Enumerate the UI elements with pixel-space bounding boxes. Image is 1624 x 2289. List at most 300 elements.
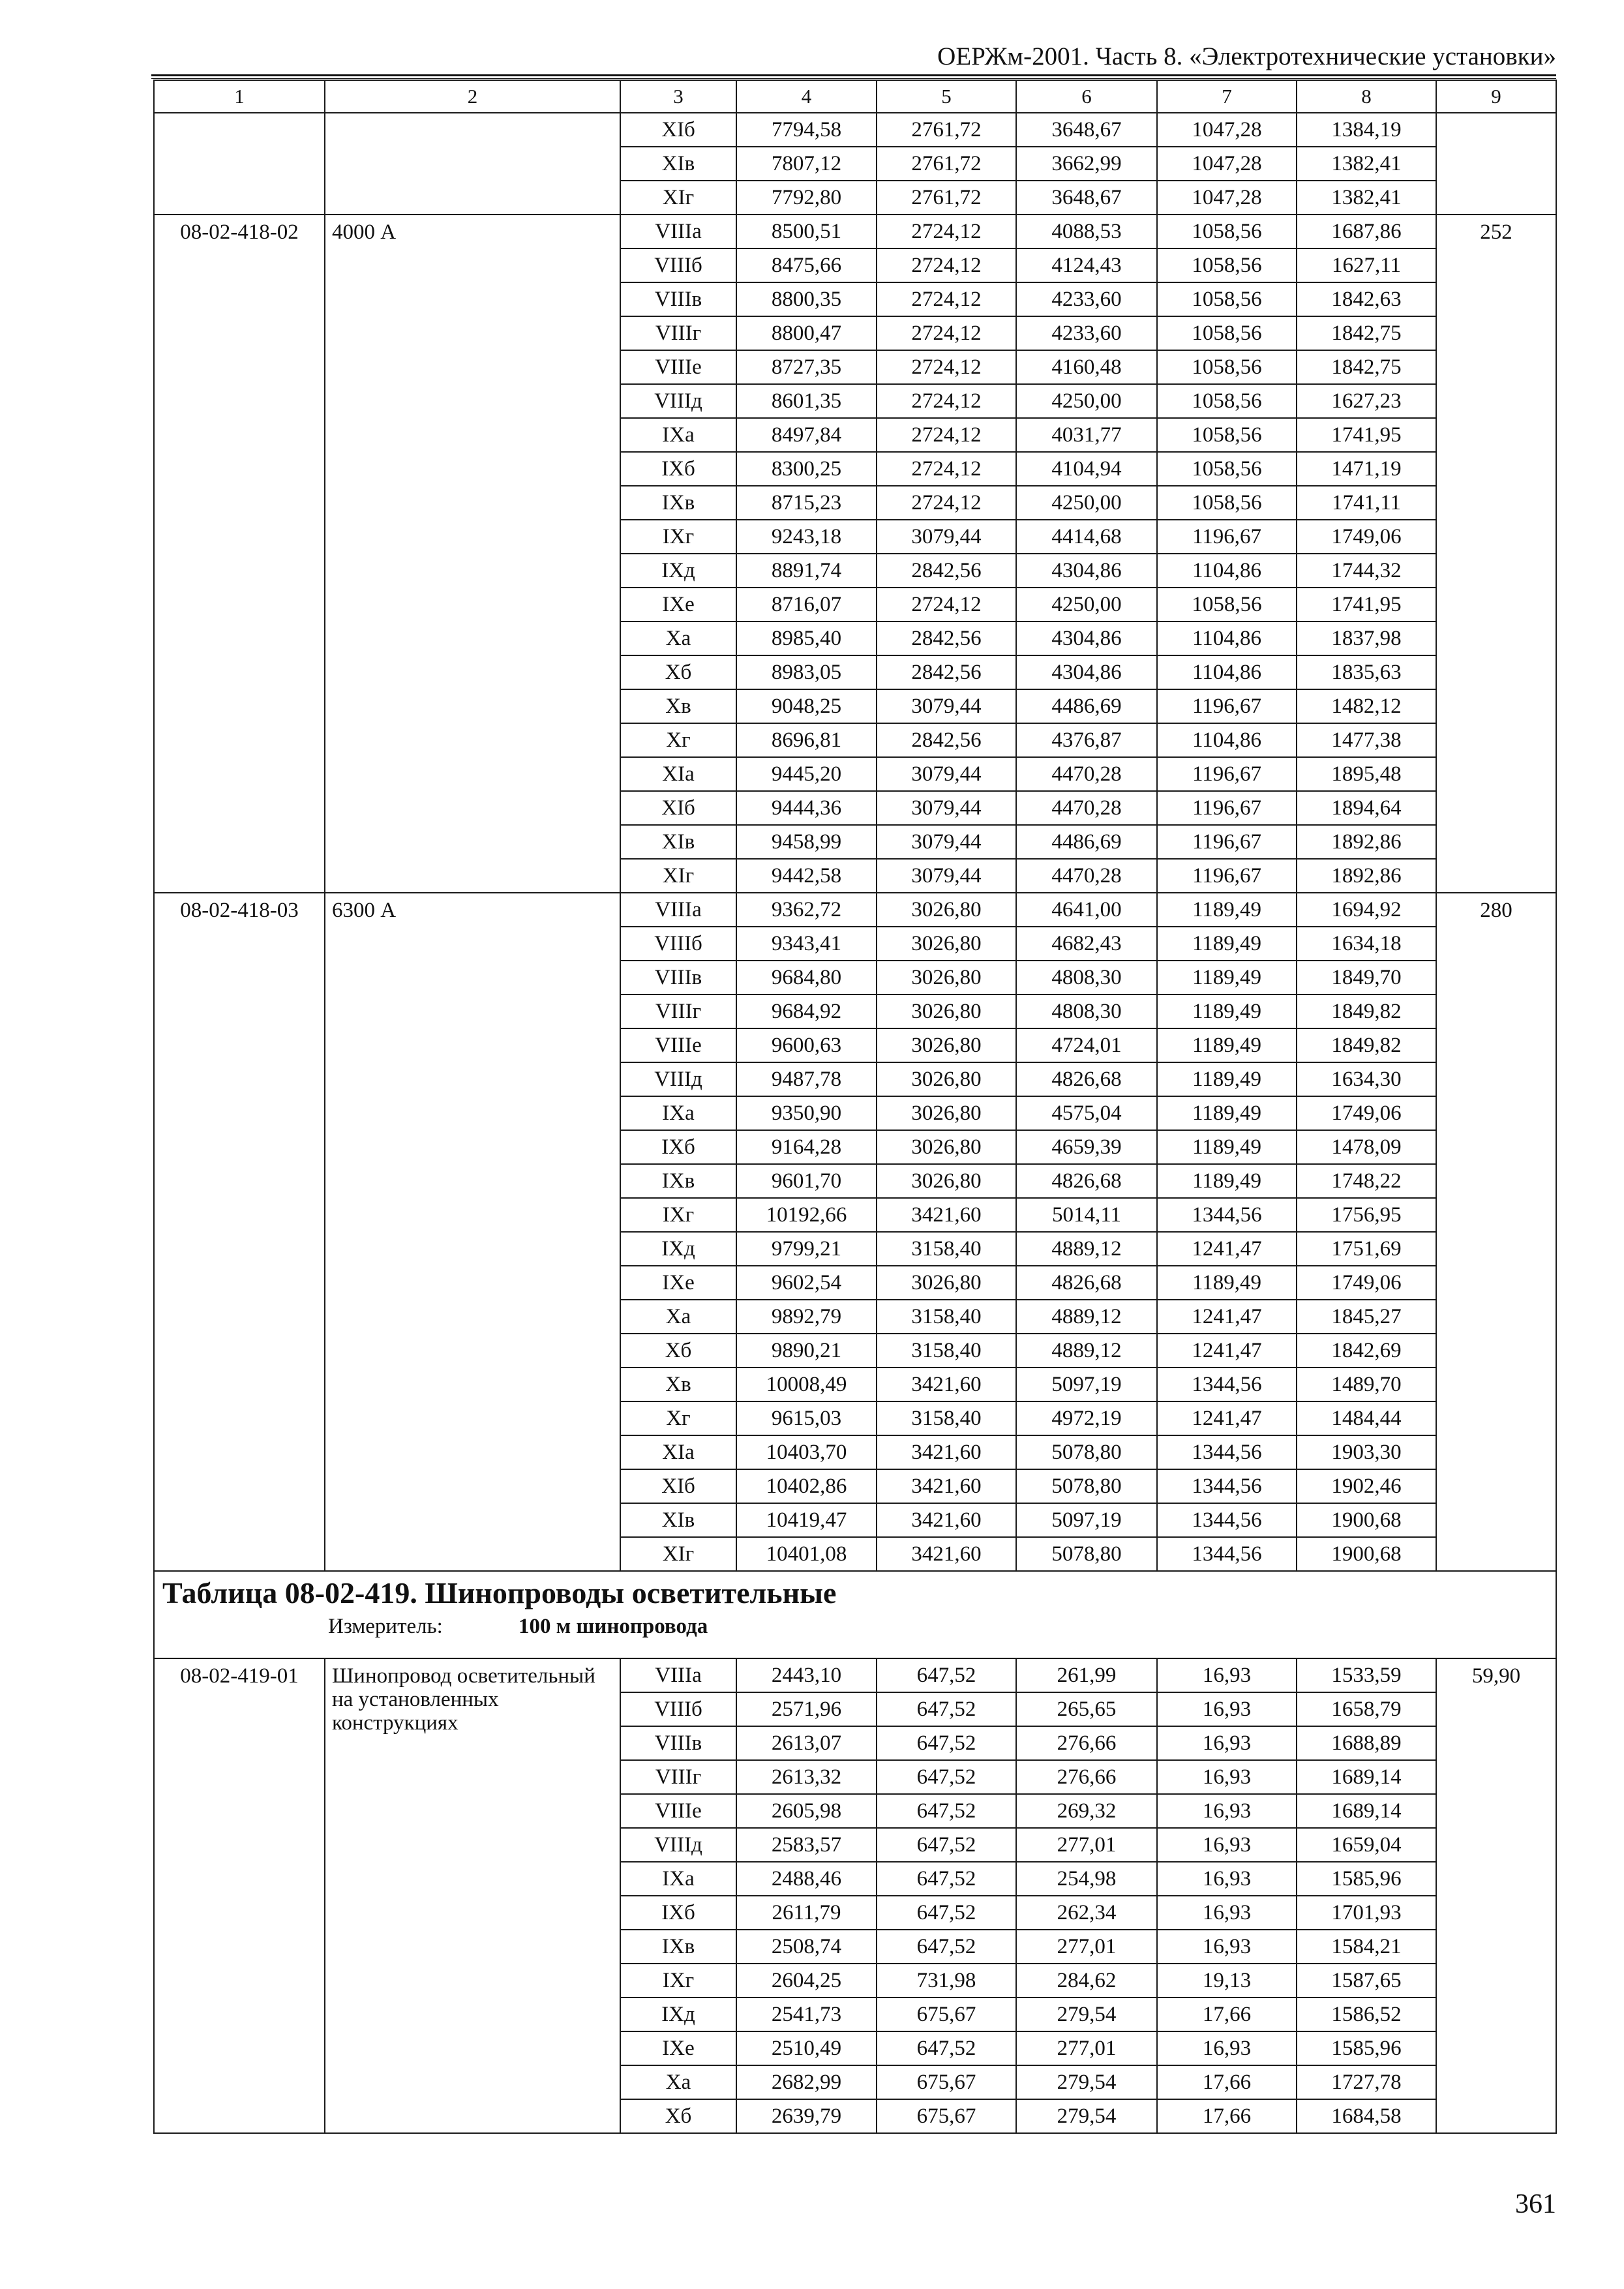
value-cell: 4304,86 <box>1016 655 1157 689</box>
value-cell: 1837,98 <box>1297 621 1436 655</box>
value-cell: 8715,23 <box>736 486 877 520</box>
value-cell: 1047,28 <box>1157 113 1297 147</box>
value-cell: 2842,56 <box>877 723 1016 757</box>
value-cell: 16,93 <box>1157 1896 1297 1930</box>
value-cell: 1189,49 <box>1157 1164 1297 1198</box>
rate-code: 08-02-418-03 <box>154 893 325 1571</box>
value-cell: 1842,75 <box>1297 350 1436 384</box>
value-cell: 9601,70 <box>736 1164 877 1198</box>
value-cell: 1241,47 <box>1157 1334 1297 1368</box>
value-cell: 2613,07 <box>736 1726 877 1760</box>
value-cell: 284,62 <box>1016 1964 1157 1997</box>
value-cell: 276,66 <box>1016 1726 1157 1760</box>
value-cell: 2761,72 <box>877 113 1016 147</box>
running-title: ОЕРЖм-2001. Часть 8. «Электротехнические установки» <box>937 42 1556 70</box>
value-cell: 2842,56 <box>877 554 1016 588</box>
value-cell: 647,52 <box>877 1692 1016 1726</box>
value-cell: 675,67 <box>877 1997 1016 2031</box>
value-cell: 3026,80 <box>877 893 1016 927</box>
section-header <box>154 1571 1556 1658</box>
rate-code: 08-02-419-01 <box>154 1658 325 2133</box>
value-cell: 3026,80 <box>877 995 1016 1028</box>
zone-cell: IXа <box>620 418 736 452</box>
value-cell: 1058,56 <box>1157 215 1297 248</box>
value-cell: 4889,12 <box>1016 1300 1157 1334</box>
column-number: 7 <box>1157 80 1297 113</box>
value-cell: 647,52 <box>877 1794 1016 1828</box>
value-cell: 16,93 <box>1157 1862 1297 1896</box>
value-cell: 647,52 <box>877 1726 1016 1760</box>
value-cell: 8727,35 <box>736 350 877 384</box>
value-cell: 1584,21 <box>1297 1930 1436 1964</box>
zone-cell: XIг <box>620 181 736 215</box>
value-cell: 16,93 <box>1157 1930 1297 1964</box>
value-cell: 1189,49 <box>1157 1096 1297 1130</box>
value-cell: 5078,80 <box>1016 1537 1157 1571</box>
value-cell: 4486,69 <box>1016 825 1157 859</box>
value-cell: 8985,40 <box>736 621 877 655</box>
value-cell: 10402,86 <box>736 1469 877 1503</box>
value-cell: 1196,67 <box>1157 859 1297 893</box>
value-cell: 1689,14 <box>1297 1794 1436 1828</box>
value-cell: 8800,35 <box>736 282 877 316</box>
col9-value: 59,90 <box>1436 1658 1556 2133</box>
value-cell: 1058,56 <box>1157 486 1297 520</box>
column-number-row <box>154 80 1556 113</box>
table-row <box>154 1658 1556 1692</box>
value-cell: 675,67 <box>877 2099 1016 2133</box>
value-cell: 2724,12 <box>877 215 1016 248</box>
value-cell: 1489,70 <box>1297 1368 1436 1401</box>
value-cell: 4250,00 <box>1016 384 1157 418</box>
value-cell: 2611,79 <box>736 1896 877 1930</box>
value-cell: 1749,06 <box>1297 1096 1436 1130</box>
value-cell: 4682,43 <box>1016 927 1157 961</box>
value-cell: 1384,19 <box>1297 113 1436 147</box>
value-cell: 1634,18 <box>1297 927 1436 961</box>
value-cell: 16,93 <box>1157 1828 1297 1862</box>
column-number: 2 <box>325 80 620 113</box>
value-cell: 9362,72 <box>736 893 877 927</box>
value-cell: 1849,70 <box>1297 961 1436 995</box>
value-cell: 277,01 <box>1016 1828 1157 1862</box>
value-cell: 3648,67 <box>1016 181 1157 215</box>
value-cell: 16,93 <box>1157 1794 1297 1828</box>
value-cell: 4250,00 <box>1016 486 1157 520</box>
value-cell: 1842,69 <box>1297 1334 1436 1368</box>
value-cell: 8983,05 <box>736 655 877 689</box>
value-cell: 1749,06 <box>1297 1266 1436 1300</box>
meter-label: Измеритель: <box>328 1615 443 1638</box>
value-cell: 1585,96 <box>1297 1862 1436 1896</box>
value-cell: 1748,22 <box>1297 1164 1436 1198</box>
zone-cell: VIIIе <box>620 1794 736 1828</box>
zone-cell: Xг <box>620 723 736 757</box>
value-cell: 1741,95 <box>1297 588 1436 621</box>
rates-table-container <box>153 80 1556 2134</box>
value-cell: 1744,32 <box>1297 554 1436 588</box>
value-cell: 9442,58 <box>736 859 877 893</box>
value-cell: 5014,11 <box>1016 1198 1157 1232</box>
zone-cell: IXд <box>620 1997 736 2031</box>
value-cell: 3421,60 <box>877 1537 1016 1571</box>
value-cell: 3079,44 <box>877 791 1016 825</box>
value-cell: 9890,21 <box>736 1334 877 1368</box>
value-cell: 2508,74 <box>736 1930 877 1964</box>
value-cell: 1104,86 <box>1157 621 1297 655</box>
zone-cell: IXд <box>620 554 736 588</box>
value-cell: 1894,64 <box>1297 791 1436 825</box>
value-cell: 3662,99 <box>1016 147 1157 181</box>
zone-cell: XIб <box>620 1469 736 1503</box>
zone-cell: Xб <box>620 655 736 689</box>
value-cell: 277,01 <box>1016 1930 1157 1964</box>
zone-cell: IXв <box>620 486 736 520</box>
zone-cell: Xв <box>620 1368 736 1401</box>
header-rule-thin <box>151 78 1556 79</box>
value-cell: 1344,56 <box>1157 1368 1297 1401</box>
zone-cell: XIг <box>620 859 736 893</box>
value-cell: 1058,56 <box>1157 418 1297 452</box>
value-cell: 4233,60 <box>1016 282 1157 316</box>
col9-value: 252 <box>1436 215 1556 893</box>
value-cell: 10401,08 <box>736 1537 877 1571</box>
zone-cell: VIIIв <box>620 961 736 995</box>
value-cell: 1241,47 <box>1157 1232 1297 1266</box>
value-cell: 9892,79 <box>736 1300 877 1334</box>
value-cell: 9350,90 <box>736 1096 877 1130</box>
value-cell: 1344,56 <box>1157 1435 1297 1469</box>
value-cell: 2605,98 <box>736 1794 877 1828</box>
value-cell: 9164,28 <box>736 1130 877 1164</box>
value-cell: 3026,80 <box>877 1164 1016 1198</box>
value-cell: 1701,93 <box>1297 1896 1436 1930</box>
value-cell: 9444,36 <box>736 791 877 825</box>
value-cell: 1196,67 <box>1157 689 1297 723</box>
value-cell: 1189,49 <box>1157 1062 1297 1096</box>
value-cell: 2488,46 <box>736 1862 877 1896</box>
zone-cell: IXг <box>620 1198 736 1232</box>
value-cell: 3026,80 <box>877 1130 1016 1164</box>
value-cell: 1047,28 <box>1157 147 1297 181</box>
value-cell: 1694,92 <box>1297 893 1436 927</box>
value-cell: 1741,95 <box>1297 418 1436 452</box>
column-number: 3 <box>620 80 736 113</box>
value-cell: 1892,86 <box>1297 825 1436 859</box>
value-cell: 731,98 <box>877 1964 1016 1997</box>
value-cell: 1482,12 <box>1297 689 1436 723</box>
zone-cell: VIIIб <box>620 1692 736 1726</box>
value-cell: 1659,04 <box>1297 1828 1436 1862</box>
value-cell: 1471,19 <box>1297 452 1436 486</box>
value-cell: 2613,32 <box>736 1760 877 1794</box>
value-cell: 1902,46 <box>1297 1469 1436 1503</box>
value-cell: 9487,78 <box>736 1062 877 1096</box>
zone-cell: IXе <box>620 1266 736 1300</box>
value-cell: 4470,28 <box>1016 791 1157 825</box>
value-cell: 1058,56 <box>1157 588 1297 621</box>
zone-cell: IXб <box>620 1896 736 1930</box>
value-cell: 7794,58 <box>736 113 877 147</box>
value-cell: 647,52 <box>877 1658 1016 1692</box>
value-cell: 1727,78 <box>1297 2065 1436 2099</box>
value-cell: 3026,80 <box>877 961 1016 995</box>
value-cell: 8716,07 <box>736 588 877 621</box>
value-cell: 1689,14 <box>1297 1760 1436 1794</box>
value-cell: 9243,18 <box>736 520 877 554</box>
value-cell: 3158,40 <box>877 1334 1016 1368</box>
value-cell: 276,66 <box>1016 1760 1157 1794</box>
value-cell: 5097,19 <box>1016 1368 1157 1401</box>
value-cell: 1241,47 <box>1157 1300 1297 1334</box>
value-cell: 8800,47 <box>736 316 877 350</box>
value-cell: 1845,27 <box>1297 1300 1436 1334</box>
value-cell: 1058,56 <box>1157 282 1297 316</box>
value-cell: 1756,95 <box>1297 1198 1436 1232</box>
value-cell: 1687,86 <box>1297 215 1436 248</box>
value-cell: 1058,56 <box>1157 452 1297 486</box>
item-name: Шинопровод осветительный на установленных конструкциях <box>325 1658 620 2133</box>
col9-value <box>1436 113 1556 215</box>
value-cell: 277,01 <box>1016 2031 1157 2065</box>
column-number: 5 <box>877 80 1016 113</box>
value-cell: 647,52 <box>877 1896 1016 1930</box>
value-cell: 4124,43 <box>1016 248 1157 282</box>
rates-table-body <box>154 80 1556 2133</box>
table-row <box>154 893 1556 927</box>
value-cell: 9602,54 <box>736 1266 877 1300</box>
zone-cell: Xг <box>620 1401 736 1435</box>
zone-cell: XIб <box>620 791 736 825</box>
item-name: 4000 А <box>325 215 620 893</box>
value-cell: 279,54 <box>1016 1997 1157 2031</box>
value-cell: 1344,56 <box>1157 1537 1297 1571</box>
value-cell: 1058,56 <box>1157 248 1297 282</box>
value-cell: 16,93 <box>1157 2031 1297 2065</box>
value-cell: 8497,84 <box>736 418 877 452</box>
value-cell: 4088,53 <box>1016 215 1157 248</box>
value-cell: 4304,86 <box>1016 554 1157 588</box>
zone-cell: IXа <box>620 1096 736 1130</box>
value-cell: 4826,68 <box>1016 1164 1157 1198</box>
value-cell: 7792,80 <box>736 181 877 215</box>
value-cell: 2541,73 <box>736 1997 877 2031</box>
zone-cell: VIIIд <box>620 1062 736 1096</box>
zone-cell: IXд <box>620 1232 736 1266</box>
item-name: 6300 А <box>325 893 620 1571</box>
zone-cell: XIб <box>620 113 736 147</box>
value-cell: 262,34 <box>1016 1896 1157 1930</box>
zone-cell: XIв <box>620 825 736 859</box>
value-cell: 4659,39 <box>1016 1130 1157 1164</box>
value-cell: 2724,12 <box>877 486 1016 520</box>
column-number: 6 <box>1016 80 1157 113</box>
value-cell: 1842,63 <box>1297 282 1436 316</box>
value-cell: 4724,01 <box>1016 1028 1157 1062</box>
value-cell: 1189,49 <box>1157 995 1297 1028</box>
zone-cell: VIIIа <box>620 1658 736 1692</box>
value-cell: 1658,79 <box>1297 1692 1436 1726</box>
value-cell: 647,52 <box>877 1862 1016 1896</box>
column-number: 4 <box>736 80 877 113</box>
value-cell: 5078,80 <box>1016 1435 1157 1469</box>
value-cell: 16,93 <box>1157 1760 1297 1794</box>
zone-cell: VIIIа <box>620 215 736 248</box>
value-cell: 265,65 <box>1016 1692 1157 1726</box>
value-cell: 3421,60 <box>877 1198 1016 1232</box>
value-cell: 16,93 <box>1157 1658 1297 1692</box>
value-cell: 4826,68 <box>1016 1062 1157 1096</box>
value-cell: 2724,12 <box>877 350 1016 384</box>
value-cell: 1058,56 <box>1157 316 1297 350</box>
value-cell: 269,32 <box>1016 1794 1157 1828</box>
col9-value: 280 <box>1436 893 1556 1571</box>
value-cell: 3158,40 <box>877 1300 1016 1334</box>
value-cell: 3079,44 <box>877 859 1016 893</box>
zone-cell: VIIIе <box>620 350 736 384</box>
section-meter <box>162 1611 1556 1642</box>
value-cell: 1196,67 <box>1157 791 1297 825</box>
section-header-row <box>154 1571 1556 1658</box>
value-cell: 2724,12 <box>877 588 1016 621</box>
value-cell: 3158,40 <box>877 1232 1016 1266</box>
value-cell: 261,99 <box>1016 1658 1157 1692</box>
value-cell: 9343,41 <box>736 927 877 961</box>
value-cell: 9458,99 <box>736 825 877 859</box>
value-cell: 1241,47 <box>1157 1401 1297 1435</box>
value-cell: 9684,92 <box>736 995 877 1028</box>
value-cell: 10403,70 <box>736 1435 877 1469</box>
value-cell: 9799,21 <box>736 1232 877 1266</box>
value-cell: 647,52 <box>877 2031 1016 2065</box>
value-cell: 1849,82 <box>1297 1028 1436 1062</box>
value-cell: 2724,12 <box>877 452 1016 486</box>
value-cell: 4304,86 <box>1016 621 1157 655</box>
value-cell: 1849,82 <box>1297 995 1436 1028</box>
value-cell: 17,66 <box>1157 1997 1297 2031</box>
value-cell: 3026,80 <box>877 1062 1016 1096</box>
value-cell: 1104,86 <box>1157 554 1297 588</box>
zone-cell: VIIIг <box>620 995 736 1028</box>
zone-cell: IXе <box>620 2031 736 2065</box>
zone-cell: VIIIг <box>620 1760 736 1794</box>
zone-cell: Xв <box>620 689 736 723</box>
value-cell: 4104,94 <box>1016 452 1157 486</box>
value-cell: 1058,56 <box>1157 384 1297 418</box>
meter-value: 100 м шинопровода <box>519 1615 708 1638</box>
item-name <box>325 113 620 215</box>
value-cell: 1533,59 <box>1297 1658 1436 1692</box>
value-cell: 4160,48 <box>1016 350 1157 384</box>
value-cell: 3421,60 <box>877 1368 1016 1401</box>
zone-cell: Xб <box>620 1334 736 1368</box>
value-cell: 1344,56 <box>1157 1469 1297 1503</box>
value-cell: 4250,00 <box>1016 588 1157 621</box>
zone-cell: VIIIв <box>620 282 736 316</box>
value-cell: 1587,65 <box>1297 1964 1436 1997</box>
zone-cell: XIв <box>620 147 736 181</box>
value-cell: 3421,60 <box>877 1469 1016 1503</box>
table-row <box>154 113 1556 147</box>
value-cell: 1895,48 <box>1297 757 1436 791</box>
value-cell: 2724,12 <box>877 418 1016 452</box>
value-cell: 3648,67 <box>1016 113 1157 147</box>
value-cell: 1196,67 <box>1157 825 1297 859</box>
value-cell: 17,66 <box>1157 2065 1297 2099</box>
value-cell: 279,54 <box>1016 2065 1157 2099</box>
zone-cell: VIIIг <box>620 316 736 350</box>
value-cell: 2583,57 <box>736 1828 877 1862</box>
section-title: Таблица 08-02-419. Шинопроводы осветительные <box>162 1576 837 1609</box>
value-cell: 1688,89 <box>1297 1726 1436 1760</box>
zone-cell: XIв <box>620 1503 736 1537</box>
zone-cell: IXв <box>620 1930 736 1964</box>
value-cell: 1900,68 <box>1297 1503 1436 1537</box>
value-cell: 647,52 <box>877 1760 1016 1794</box>
value-cell: 3026,80 <box>877 927 1016 961</box>
value-cell: 1189,49 <box>1157 1266 1297 1300</box>
value-cell: 2724,12 <box>877 384 1016 418</box>
value-cell: 1900,68 <box>1297 1537 1436 1571</box>
zone-cell: Xб <box>620 2099 736 2133</box>
value-cell: 647,52 <box>877 1828 1016 1862</box>
value-cell: 8500,51 <box>736 215 877 248</box>
value-cell: 2842,56 <box>877 655 1016 689</box>
value-cell: 4889,12 <box>1016 1334 1157 1368</box>
value-cell: 10192,66 <box>736 1198 877 1232</box>
zone-cell: Xа <box>620 2065 736 2099</box>
value-cell: 17,66 <box>1157 2099 1297 2133</box>
value-cell: 1627,23 <box>1297 384 1436 418</box>
value-cell: 8696,81 <box>736 723 877 757</box>
value-cell: 1484,44 <box>1297 1401 1436 1435</box>
value-cell: 2761,72 <box>877 147 1016 181</box>
value-cell: 2724,12 <box>877 248 1016 282</box>
value-cell: 1751,69 <box>1297 1232 1436 1266</box>
value-cell: 1344,56 <box>1157 1503 1297 1537</box>
value-cell: 3158,40 <box>877 1401 1016 1435</box>
value-cell: 2724,12 <box>877 316 1016 350</box>
value-cell: 4233,60 <box>1016 316 1157 350</box>
zone-cell: Xа <box>620 1300 736 1334</box>
value-cell: 1382,41 <box>1297 181 1436 215</box>
value-cell: 1189,49 <box>1157 927 1297 961</box>
value-cell: 1842,75 <box>1297 316 1436 350</box>
zone-cell: XIа <box>620 1435 736 1469</box>
value-cell: 2571,96 <box>736 1692 877 1726</box>
zone-cell: VIIIд <box>620 1828 736 1862</box>
value-cell: 3079,44 <box>877 757 1016 791</box>
value-cell: 8475,66 <box>736 248 877 282</box>
value-cell: 4808,30 <box>1016 995 1157 1028</box>
value-cell: 1741,11 <box>1297 486 1436 520</box>
value-cell: 1903,30 <box>1297 1435 1436 1469</box>
value-cell: 675,67 <box>877 2065 1016 2099</box>
value-cell: 16,93 <box>1157 1692 1297 1726</box>
value-cell: 8300,25 <box>736 452 877 486</box>
value-cell: 2510,49 <box>736 2031 877 2065</box>
value-cell: 1189,49 <box>1157 1130 1297 1164</box>
value-cell: 1189,49 <box>1157 961 1297 995</box>
value-cell: 1892,86 <box>1297 859 1436 893</box>
value-cell: 1058,56 <box>1157 350 1297 384</box>
value-cell: 1382,41 <box>1297 147 1436 181</box>
value-cell: 2761,72 <box>877 181 1016 215</box>
value-cell: 1478,09 <box>1297 1130 1436 1164</box>
value-cell: 3079,44 <box>877 520 1016 554</box>
value-cell: 2443,10 <box>736 1658 877 1692</box>
value-cell: 4641,00 <box>1016 893 1157 927</box>
